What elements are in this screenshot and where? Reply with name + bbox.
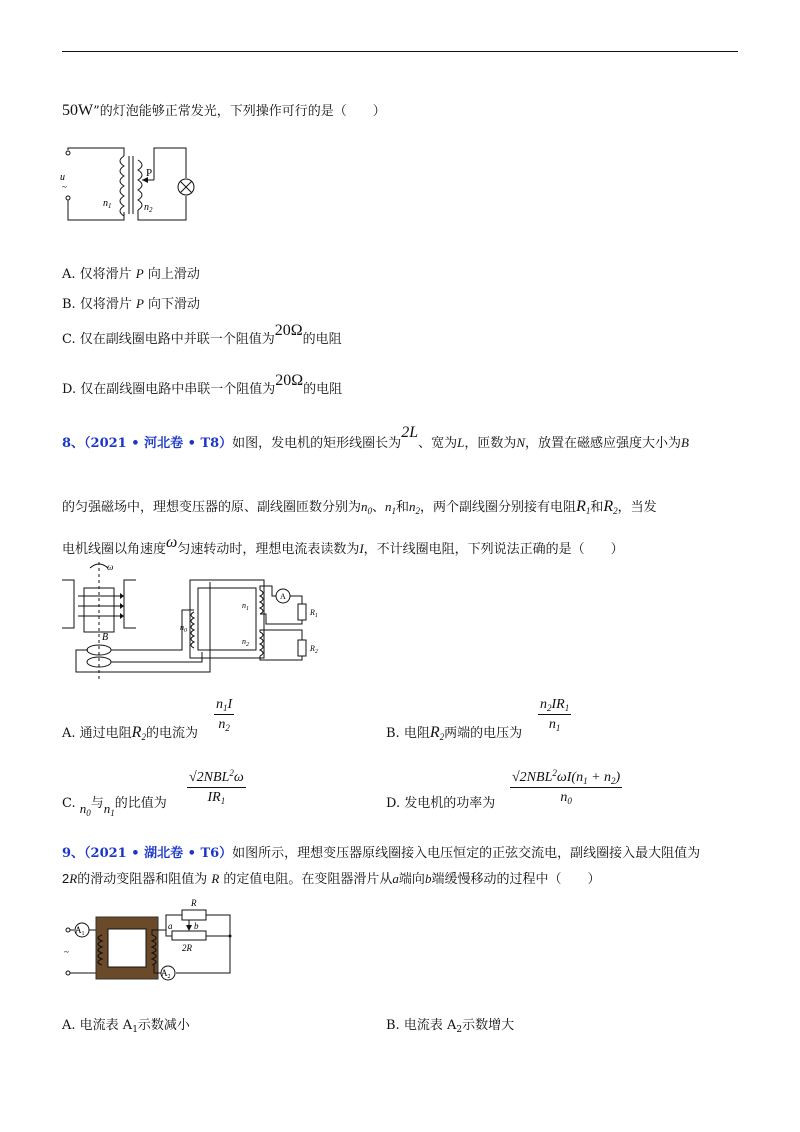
q7-option-b-prefix: B. 仅将滑片 bbox=[62, 297, 136, 312]
q8-fig-n0: n bbox=[180, 623, 184, 632]
q8-n0-sub: 0 bbox=[367, 506, 373, 516]
q7-fig-tilde: ~ bbox=[62, 182, 67, 192]
q8-fig-n2: n bbox=[242, 637, 246, 646]
q7-option-c[interactable] bbox=[62, 322, 342, 348]
q8-R2-sub: 2 bbox=[613, 506, 618, 516]
svg-text:n1 bbox=[242, 601, 249, 612]
q8-R1-sub: 1 bbox=[585, 506, 591, 516]
q8-d-num-sup: 2 bbox=[552, 768, 557, 778]
q9-option-b-prefix: B. 电流表 A bbox=[386, 1018, 457, 1033]
q8-b-num-rsub: 1 bbox=[564, 703, 570, 713]
q8-option-c-fraction bbox=[187, 768, 246, 806]
q8-option-b[interactable] bbox=[386, 722, 522, 742]
q7-circuit-figure bbox=[58, 142, 208, 227]
q8-line1-c: ，匝数为 bbox=[464, 436, 517, 451]
q9-line2-R1: R bbox=[69, 871, 78, 886]
svg-text:n0 bbox=[180, 623, 187, 634]
q8-b-den-n: n bbox=[548, 717, 556, 732]
q8-d-den: n bbox=[560, 790, 568, 805]
svg-text:n2 bbox=[242, 637, 249, 648]
q8-a-den-sub: 2 bbox=[225, 723, 230, 733]
q7-option-a-var: P bbox=[135, 266, 144, 281]
q8-omega: ω bbox=[166, 534, 178, 551]
q8-d-den-sub: 0 bbox=[567, 796, 572, 806]
q9-option-b-sub: 2 bbox=[456, 1025, 463, 1035]
q8-stem-line1 bbox=[62, 424, 689, 452]
q7-option-c-value: 20Ω bbox=[274, 322, 303, 339]
q8-c-den-sub: 1 bbox=[220, 796, 226, 806]
q8-current: I bbox=[359, 541, 364, 556]
q8-c-n1: n bbox=[103, 801, 111, 816]
q8-d-num: √2NBL bbox=[512, 770, 553, 785]
q7-fig-n2: n bbox=[144, 202, 149, 213]
q7-option-d-prefix: D. 仅在副线圈电路中串联一个阻值为 bbox=[62, 382, 276, 397]
q9-option-a-prefix: A. 电流表 A bbox=[62, 1018, 133, 1033]
q8-a-num-n: n bbox=[216, 697, 223, 712]
q9-fig-A2-sub: 2 bbox=[167, 974, 171, 980]
q8-c-num-end: ω bbox=[233, 770, 244, 785]
q8-n2: n bbox=[409, 499, 416, 514]
q9-end-b: b bbox=[424, 871, 432, 886]
q8-fig-B: B bbox=[102, 632, 109, 643]
q8-and1: 和 bbox=[396, 500, 410, 515]
q8-field: B bbox=[681, 435, 689, 450]
q8-fig-n1-sub: 1 bbox=[246, 606, 249, 612]
q8-n2-sub: 2 bbox=[415, 506, 421, 516]
q7-option-a-text: 向上滑动 bbox=[143, 267, 200, 282]
q9-circuit-figure bbox=[58, 893, 238, 985]
q8-n1: n bbox=[385, 499, 392, 514]
q8-fig-R2-sub: 2 bbox=[314, 649, 318, 655]
q8-n0: n bbox=[361, 499, 368, 514]
svg-text:R2 bbox=[309, 644, 318, 655]
q8-option-b-prefix: B. 电阻 bbox=[386, 726, 430, 741]
q8-option-c-text: 的比值为 bbox=[114, 796, 167, 811]
q8-d-num-mid: ωI(n bbox=[556, 770, 584, 785]
q8-d-num-s1: 1 bbox=[583, 776, 588, 786]
q9-fig-2R: 2R bbox=[182, 943, 192, 953]
q8-fig-n1: n bbox=[242, 601, 246, 610]
q7-option-d-text: 的电阻 bbox=[303, 382, 343, 397]
q7-option-b-var: P bbox=[135, 296, 144, 311]
q8-d-num-plus: + n bbox=[587, 770, 612, 785]
q7-option-d[interactable] bbox=[62, 372, 343, 398]
q9-end-a: a bbox=[392, 871, 399, 886]
q8-option-b-R: R bbox=[429, 724, 440, 741]
svg-text:A2 bbox=[161, 968, 171, 980]
q8-turns: N bbox=[516, 435, 526, 450]
q8-c-n1-sub: 1 bbox=[110, 808, 115, 818]
q8-line1-d: ，放置在磁感应强度大小为 bbox=[525, 436, 682, 451]
q8-c-den: IR bbox=[207, 790, 221, 805]
q8-n1-sub: 1 bbox=[391, 506, 397, 516]
q8-line3-c: ，不计线圈电阻，下列说法正确的是（ ） bbox=[363, 542, 624, 557]
q8-R2: R bbox=[603, 498, 614, 515]
q8-b-num-sub: 2 bbox=[547, 703, 552, 713]
q9-fig-A1-sub: 1 bbox=[81, 931, 85, 937]
q9-option-b[interactable] bbox=[386, 1014, 514, 1035]
q8-line1-a: 如图，发电机的矩形线圈长为 bbox=[232, 436, 402, 451]
q8-d-num-s2: 2 bbox=[611, 776, 616, 786]
q8-option-b-R-sub: 2 bbox=[439, 732, 445, 742]
q9-option-a-text: 示数减小 bbox=[137, 1018, 190, 1033]
q8-option-d-fraction bbox=[510, 768, 622, 806]
q8-length: 2L bbox=[401, 424, 419, 441]
q9-stem-line2 bbox=[62, 868, 600, 887]
q8-fig-ammeter: A bbox=[280, 592, 286, 601]
q9-line2-c: 的定值电阻。在变阻器滑片从 bbox=[219, 872, 393, 887]
q8-option-c[interactable] bbox=[62, 792, 167, 818]
q8-generator-circuit-figure bbox=[62, 560, 337, 685]
q9-label: 9、（2021 • 湖北卷 • T6） bbox=[62, 846, 233, 861]
q8-and2: 和 bbox=[590, 500, 604, 515]
q7-option-a-prefix: A. 仅将滑片 bbox=[62, 267, 136, 282]
q7-fig-u: u bbox=[60, 172, 65, 183]
q8-c-mid: 与 bbox=[90, 796, 104, 811]
q8-option-a-fraction bbox=[214, 697, 234, 733]
q8-fig-n2-sub: 2 bbox=[246, 642, 249, 648]
q9-fig-A1: A bbox=[75, 925, 82, 935]
q8-fig-n0-sub: 0 bbox=[184, 628, 187, 634]
q9-line2-d: 端向 bbox=[398, 872, 425, 887]
q8-label: 8、（2021 • 河北卷 • T8） bbox=[62, 436, 233, 451]
svg-text:R1 bbox=[309, 608, 318, 619]
q8-b-den-sub: 1 bbox=[555, 723, 561, 733]
q8-option-a[interactable] bbox=[62, 722, 198, 742]
q7-option-b[interactable] bbox=[62, 293, 200, 312]
q7-option-d-value: 20Ω bbox=[275, 372, 304, 389]
q9-fig-A2: A bbox=[161, 968, 168, 978]
q8-fig-R2: R bbox=[310, 644, 315, 653]
q9-line2-b: 的滑动变阻器和阻值为 bbox=[77, 872, 212, 887]
svg-text:n1 bbox=[103, 198, 112, 210]
q8-b-num-n: n bbox=[540, 697, 547, 712]
q8-a-den-n: n bbox=[218, 717, 226, 732]
q8-option-d[interactable] bbox=[386, 792, 495, 811]
q8-line2-b: ，两个副线圈分别接有电阻 bbox=[420, 500, 577, 515]
q8-option-a-prefix: A. 通过电阻 bbox=[62, 726, 132, 741]
q8-option-a-R-sub: 2 bbox=[141, 732, 146, 742]
svg-text:n2 bbox=[144, 202, 153, 214]
q9-stem-line1 bbox=[62, 842, 700, 861]
q7-fig-n1-sub: 1 bbox=[108, 202, 112, 210]
q7-power: 50W bbox=[62, 102, 94, 119]
q7-fig-n2-sub: 2 bbox=[149, 206, 153, 214]
q9-fig-a: a bbox=[168, 921, 173, 931]
q7-option-b-text: 向下滑动 bbox=[143, 297, 201, 312]
q8-R1: R bbox=[576, 498, 586, 515]
q8-option-a-R: R bbox=[131, 724, 142, 741]
q8-c-n0: n bbox=[79, 801, 87, 816]
q9-line1: 如图所示，理想变压器原线圈接入电压恒定的正弦交流电，副线圈接入最大阻值为 bbox=[232, 846, 701, 861]
q9-fig-b: b bbox=[194, 921, 199, 931]
q7-option-c-text: 的电阻 bbox=[302, 332, 342, 347]
q8-fig-omega: ω bbox=[107, 562, 114, 572]
header-rule bbox=[62, 51, 738, 52]
q8-stem-line2 bbox=[62, 496, 657, 516]
q8-option-d-prefix: D. 发电机的功率为 bbox=[386, 796, 496, 811]
q7-option-c-prefix: C. 仅在副线圈电路中并联一个阻值为 bbox=[62, 332, 275, 347]
q8-c-num: √2NBL bbox=[189, 770, 230, 785]
q7-fig-P: P bbox=[146, 167, 153, 179]
q7-fig-n1: n bbox=[103, 198, 108, 209]
q9-option-b-text: 示数增大 bbox=[462, 1018, 515, 1033]
q8-d-num-end: ) bbox=[615, 770, 621, 785]
q8-line1-b: 、宽为 bbox=[418, 436, 458, 451]
q8-option-c-prefix: C. bbox=[62, 796, 80, 811]
q9-line2-a: 2 bbox=[62, 871, 70, 886]
q9-option-a[interactable] bbox=[62, 1014, 190, 1035]
svg-text:A1 bbox=[75, 925, 85, 937]
q8-fig-R1: R bbox=[310, 608, 315, 617]
q8-c-n0-sub: 0 bbox=[86, 808, 91, 818]
q8-option-a-text: 的电流为 bbox=[145, 726, 198, 741]
q8-line2-a: 的匀强磁场中，理想变压器的原、副线圈匝数分别为 bbox=[62, 500, 362, 515]
q8-line3-b: 匀速转动时，理想电流表读数为 bbox=[177, 542, 360, 557]
q9-line2-R2: R bbox=[211, 871, 220, 886]
q7-option-a[interactable] bbox=[62, 263, 200, 282]
q8-stem-line3 bbox=[62, 534, 624, 558]
q9-line2-e: 端缓慢移动的过程中（ ） bbox=[431, 872, 601, 887]
q9-fig-tilde: ~ bbox=[64, 947, 69, 957]
q8-a-num-sub: 1 bbox=[223, 703, 228, 713]
q8-line2-c: ，当发 bbox=[617, 500, 657, 515]
q7-stem-tail: ”的灯泡能够正常发光，下列操作可行的是（ ） bbox=[93, 104, 386, 119]
q9-fig-R: R bbox=[191, 898, 197, 908]
q8-width: L bbox=[457, 435, 465, 450]
q8-c-num-sup: 2 bbox=[229, 768, 234, 778]
q7-stem bbox=[62, 100, 386, 120]
q8-line3-a: 电机线圈以角速度 bbox=[62, 542, 167, 557]
q8-option-b-fraction bbox=[538, 697, 571, 733]
q8-sep: 、 bbox=[372, 500, 386, 515]
q8-fig-R1-sub: 1 bbox=[314, 613, 318, 619]
q8-b-num-IR: IR bbox=[551, 697, 565, 712]
q8-option-b-text: 两端的电压为 bbox=[444, 726, 523, 741]
q8-a-num-I: I bbox=[227, 697, 233, 712]
q9-option-a-sub: 1 bbox=[132, 1025, 138, 1035]
